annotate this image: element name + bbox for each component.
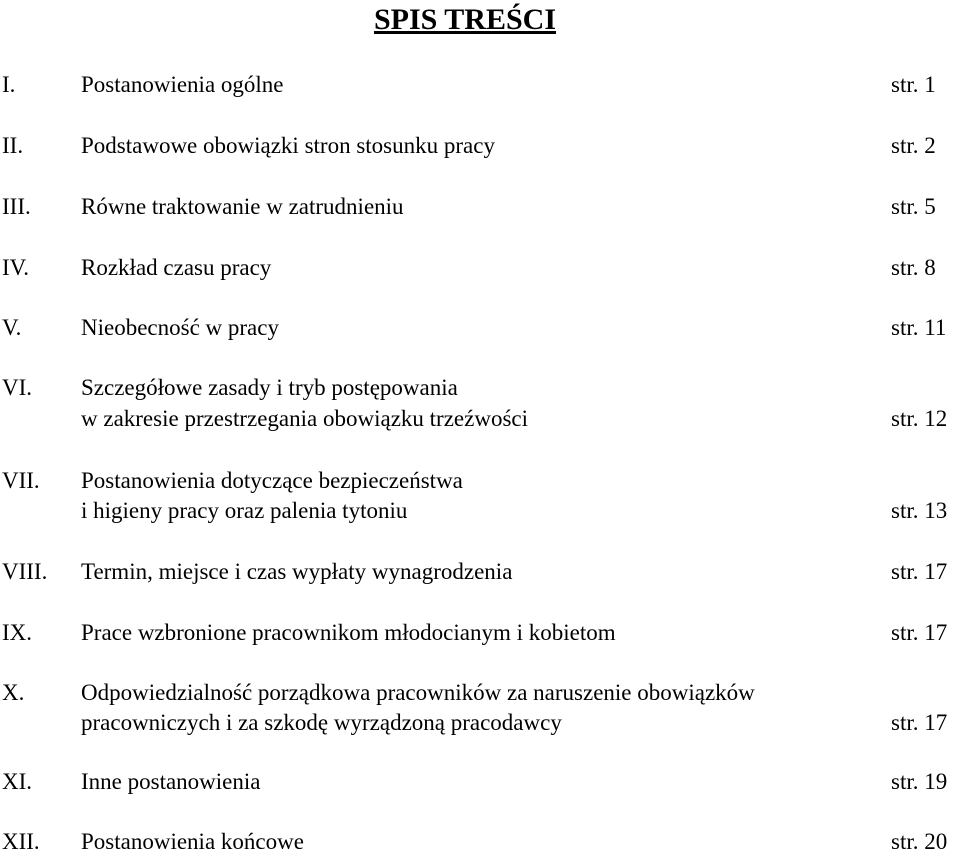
toc-entry-number: VI. bbox=[2, 375, 33, 400]
toc-entry-title: Odpowiedzialność porządkowa pracowników za naruszenie obowiązków bbox=[81, 680, 755, 705]
toc-entry bbox=[0, 557, 960, 587]
toc-entry-page: str. 20 bbox=[891, 829, 948, 854]
toc-entry-number: VII. bbox=[2, 468, 40, 493]
toc-entry-page: str. 19 bbox=[891, 769, 948, 794]
toc-entry-title: i higieny pracy oraz palenia tytoniu bbox=[81, 498, 408, 523]
toc-entry-number: I. bbox=[2, 72, 16, 97]
toc-entry-title: Postanowienia ogólne bbox=[81, 72, 284, 97]
toc-entry-number: II. bbox=[2, 133, 24, 158]
toc-entry bbox=[0, 192, 960, 222]
toc-entry-title: Podstawowe obowiązki stron stosunku pracy bbox=[81, 133, 495, 158]
toc-entry-title: w zakresie przestrzegania obowiązku trzeźwości bbox=[81, 406, 528, 431]
toc-entry-page: str. 1 bbox=[891, 72, 936, 97]
toc-entry-title: Szczegółowe zasady i tryb postępowania bbox=[81, 375, 458, 400]
toc-entry-title: Postanowienia dotyczące bezpieczeństwa bbox=[81, 468, 463, 493]
toc-entry-page: str. 17 bbox=[891, 710, 948, 735]
toc-entry-page: str. 17 bbox=[891, 620, 948, 645]
toc-entry-page: str. 17 bbox=[891, 559, 948, 584]
toc-entry bbox=[0, 618, 960, 648]
toc-entry-number: IV. bbox=[2, 255, 30, 280]
toc-entry bbox=[0, 131, 960, 161]
toc-entry-title: Inne postanowienia bbox=[81, 769, 261, 794]
toc-entry-page: str. 5 bbox=[891, 194, 936, 219]
toc-entry-number: XI. bbox=[2, 769, 33, 794]
toc-entry-title: Równe traktowanie w zatrudnieniu bbox=[81, 194, 404, 219]
toc-entry-page: str. 2 bbox=[891, 133, 936, 158]
toc-entry-continuation bbox=[0, 404, 960, 434]
toc-entry bbox=[0, 767, 960, 797]
toc-entry-page: str. 8 bbox=[891, 255, 936, 280]
toc-entry-number: VIII. bbox=[2, 559, 48, 584]
toc-entry bbox=[0, 70, 960, 100]
toc-entry-continuation bbox=[0, 496, 960, 526]
toc-entry-number: IX. bbox=[2, 620, 33, 645]
toc-entry-number: III. bbox=[2, 194, 31, 219]
page-title: SPIS TREŚCI bbox=[373, 3, 557, 36]
toc-entry bbox=[0, 678, 960, 708]
toc-entry-continuation bbox=[0, 708, 960, 738]
toc-entry-page: str. 12 bbox=[891, 406, 948, 431]
toc-entry-title: Rozkład czasu pracy bbox=[81, 255, 272, 280]
toc-entry-title: Termin, miejsce i czas wypłaty wynagrodzenia bbox=[81, 559, 513, 584]
toc-entry bbox=[0, 253, 960, 283]
toc-entry-title: Postanowienia końcowe bbox=[81, 829, 304, 854]
toc-entry-page: str. 11 bbox=[891, 315, 947, 340]
toc-entry bbox=[0, 373, 960, 403]
toc-entry bbox=[0, 466, 960, 496]
toc-entry-number: V. bbox=[2, 315, 22, 340]
toc-entry-number: XII. bbox=[2, 829, 40, 854]
toc-entry-title: Prace wzbronione pracownikom młodocianym i kobietom bbox=[81, 620, 616, 645]
toc-entry-number: X. bbox=[2, 680, 25, 705]
toc-entry-page: str. 13 bbox=[891, 498, 948, 523]
toc-entry bbox=[0, 313, 960, 343]
toc-entry bbox=[0, 827, 960, 857]
toc-entry-title: Nieobecność w pracy bbox=[81, 315, 279, 340]
toc-entry-title: pracowniczych i za szkodę wyrządzoną pracodawcy bbox=[81, 710, 562, 735]
